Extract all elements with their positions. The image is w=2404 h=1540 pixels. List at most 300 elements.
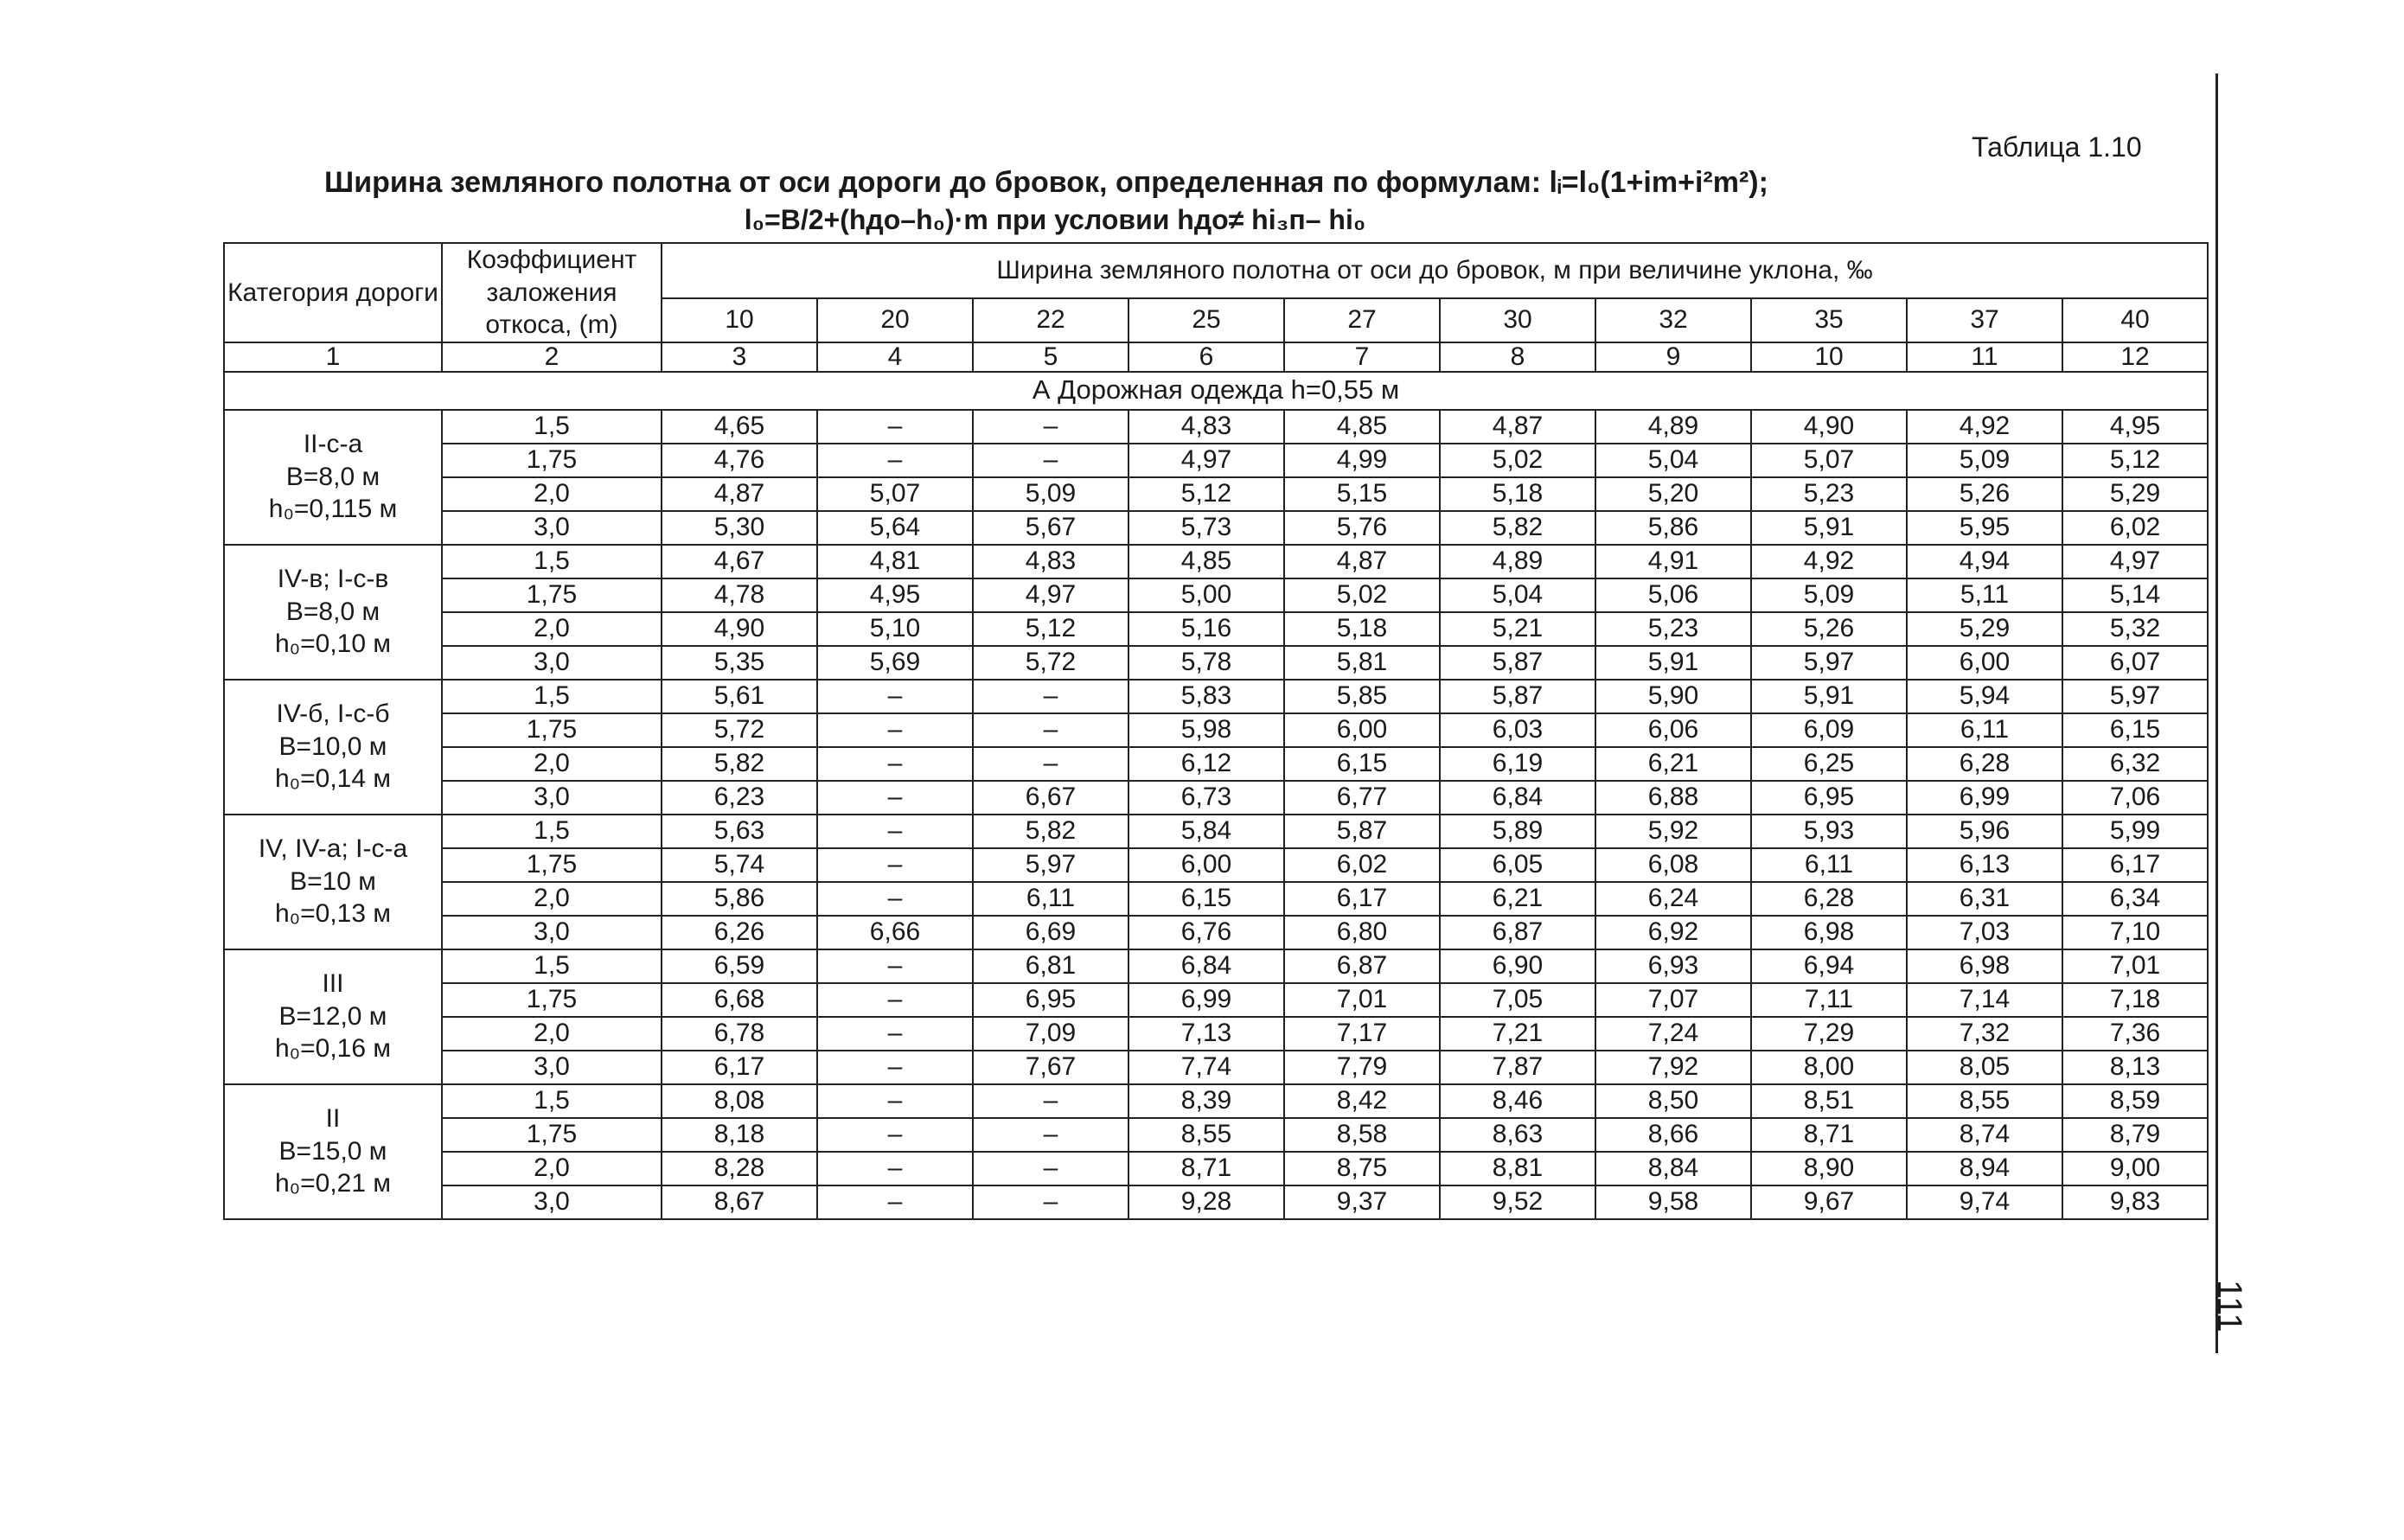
value-cell: 6,32	[2062, 747, 2208, 781]
header-slope: 10	[662, 298, 817, 342]
value-cell: 5,20	[1595, 477, 1751, 511]
category-cell	[224, 949, 442, 1084]
value-cell: 5,29	[1907, 612, 2062, 646]
table-row	[224, 747, 2208, 781]
value-cell: 6,06	[1595, 713, 1751, 747]
value-cell: –	[817, 1017, 973, 1051]
value-cell: 8,94	[1907, 1152, 2062, 1185]
value-cell: 7,07	[1595, 983, 1751, 1017]
value-cell: –	[973, 1084, 1128, 1118]
value-cell: –	[817, 848, 973, 882]
value-cell: 5,12	[2062, 444, 2208, 477]
value-cell: 7,79	[1284, 1051, 1440, 1084]
value-cell: 8,71	[1751, 1118, 1907, 1152]
column-number: 10	[1751, 342, 1907, 372]
page-number: 111	[2210, 1280, 2248, 1332]
value-cell: 5,09	[1751, 578, 1907, 612]
category-line: h₀=0,14 м	[274, 764, 391, 794]
value-cell: 6,31	[1907, 882, 2062, 916]
value-cell: 5,12	[973, 612, 1128, 646]
value-cell: 5,21	[1440, 612, 1595, 646]
value-cell: 4,90	[662, 612, 817, 646]
category-line: h₀=0,13 м	[274, 899, 391, 929]
value-cell: –	[973, 747, 1128, 781]
value-cell: –	[817, 949, 973, 983]
value-cell: 4,87	[662, 477, 817, 511]
value-cell: 7,09	[973, 1017, 1128, 1051]
value-cell: 8,90	[1751, 1152, 1907, 1185]
value-cell: 6,34	[2062, 882, 2208, 916]
coefficient-cell: 1,5	[442, 949, 662, 983]
category-cell	[224, 680, 442, 815]
value-cell: 5,12	[1128, 477, 1284, 511]
value-cell: 5,78	[1128, 646, 1284, 680]
table-row	[224, 815, 2208, 848]
value-cell: 6,02	[1284, 848, 1440, 882]
value-cell: 4,78	[662, 578, 817, 612]
coefficient-cell: 3,0	[442, 511, 662, 545]
value-cell: 8,71	[1128, 1152, 1284, 1185]
value-cell: 8,00	[1751, 1051, 1907, 1084]
value-cell: 8,39	[1128, 1084, 1284, 1118]
value-cell: 4,90	[1751, 410, 1907, 444]
value-cell: 9,74	[1907, 1185, 2062, 1219]
value-cell: 6,00	[1284, 713, 1440, 747]
value-cell: 6,17	[662, 1051, 817, 1084]
value-cell: 6,28	[1751, 882, 1907, 916]
value-cell: 7,21	[1440, 1017, 1595, 1051]
coefficient-cell: 2,0	[442, 747, 662, 781]
table-row	[224, 477, 2208, 511]
header-width-title: Ширина земляного полотна от оси до бровок, м при величине уклона, ‰	[662, 243, 2208, 298]
value-cell: –	[973, 1185, 1128, 1219]
value-cell: 6,11	[973, 882, 1128, 916]
value-cell: 6,17	[2062, 848, 2208, 882]
coefficient-cell: 1,75	[442, 713, 662, 747]
value-cell: 5,72	[662, 713, 817, 747]
column-number: 3	[662, 342, 817, 372]
value-cell: –	[817, 983, 973, 1017]
table-row	[224, 680, 2208, 713]
value-cell: 7,32	[1907, 1017, 2062, 1051]
value-cell: –	[973, 1118, 1128, 1152]
value-cell: –	[817, 1152, 973, 1185]
value-cell: 4,87	[1284, 545, 1440, 578]
value-cell: 5,07	[817, 477, 973, 511]
value-cell: 4,76	[662, 444, 817, 477]
value-cell: 5,90	[1595, 680, 1751, 713]
value-cell: 9,52	[1440, 1185, 1595, 1219]
value-cell: 8,18	[662, 1118, 817, 1152]
table-row	[224, 545, 2208, 578]
value-cell: 5,74	[662, 848, 817, 882]
value-cell: 7,24	[1595, 1017, 1751, 1051]
value-cell: 4,89	[1595, 410, 1751, 444]
value-cell: 6,66	[817, 916, 973, 949]
value-cell: 5,81	[1284, 646, 1440, 680]
category-line: IV-б, I-с-б	[276, 700, 390, 729]
value-cell: 4,91	[1595, 545, 1751, 578]
table-row	[224, 713, 2208, 747]
value-cell: 5,97	[2062, 680, 2208, 713]
value-cell: 5,26	[1751, 612, 1907, 646]
coefficient-cell: 3,0	[442, 916, 662, 949]
value-cell: 5,04	[1595, 444, 1751, 477]
value-cell: 6,59	[662, 949, 817, 983]
value-cell: 5,23	[1595, 612, 1751, 646]
value-cell: 5,02	[1284, 578, 1440, 612]
value-cell: 5,92	[1595, 815, 1751, 848]
table-row	[224, 781, 2208, 815]
value-cell: 7,36	[2062, 1017, 2208, 1051]
value-cell: –	[973, 444, 1128, 477]
header-category: Категория дороги	[224, 243, 442, 342]
category-line: B=8,0 м	[285, 597, 380, 626]
value-cell: 5,83	[1128, 680, 1284, 713]
value-cell: 8,55	[1907, 1084, 2062, 1118]
value-cell: 7,87	[1440, 1051, 1595, 1084]
value-cell: 6,02	[2062, 511, 2208, 545]
value-cell: 6,21	[1440, 882, 1595, 916]
value-cell: 5,91	[1595, 646, 1751, 680]
value-cell: 5,30	[662, 511, 817, 545]
table-row	[224, 646, 2208, 680]
value-cell: 4,97	[1128, 444, 1284, 477]
coefficient-cell: 2,0	[442, 1152, 662, 1185]
value-cell: 8,13	[2062, 1051, 2208, 1084]
value-cell: 8,84	[1595, 1152, 1751, 1185]
value-cell: 4,83	[973, 545, 1128, 578]
value-cell: 5,09	[1907, 444, 2062, 477]
header-slope: 30	[1440, 298, 1595, 342]
table-row	[224, 578, 2208, 612]
coefficient-cell: 1,5	[442, 680, 662, 713]
value-cell: 5,32	[2062, 612, 2208, 646]
margin-rule	[2215, 73, 2218, 1353]
value-cell: 6,98	[1751, 916, 1907, 949]
value-cell: 6,78	[662, 1017, 817, 1051]
value-cell: 5,07	[1751, 444, 1907, 477]
table-row	[224, 511, 2208, 545]
value-cell: 5,98	[1128, 713, 1284, 747]
value-cell: 5,09	[973, 477, 1128, 511]
value-cell: 5,94	[1907, 680, 2062, 713]
value-cell: –	[817, 882, 973, 916]
value-cell: 8,81	[1440, 1152, 1595, 1185]
header-slope: 32	[1595, 298, 1751, 342]
column-number: 12	[2062, 342, 2208, 372]
value-cell: 8,55	[1128, 1118, 1284, 1152]
value-cell: 8,46	[1440, 1084, 1595, 1118]
category-line: II	[325, 1104, 341, 1134]
header-slope: 37	[1907, 298, 2062, 342]
value-cell: 5,89	[1440, 815, 1595, 848]
value-cell: 6,88	[1595, 781, 1751, 815]
column-number: 9	[1595, 342, 1751, 372]
table-row	[224, 1118, 2208, 1152]
table-label: Таблица 1.10	[1972, 131, 2142, 163]
category-cell	[224, 545, 442, 680]
value-cell: 5,82	[662, 747, 817, 781]
category-cell	[224, 1084, 442, 1219]
value-cell: 9,67	[1751, 1185, 1907, 1219]
category-cell	[224, 815, 442, 949]
value-cell: 7,03	[1907, 916, 2062, 949]
value-cell: 5,61	[662, 680, 817, 713]
value-cell: 5,63	[662, 815, 817, 848]
value-cell: 5,96	[1907, 815, 2062, 848]
value-cell: 5,00	[1128, 578, 1284, 612]
coefficient-cell: 3,0	[442, 1051, 662, 1084]
header-slope: 25	[1128, 298, 1284, 342]
value-cell: 5,97	[973, 848, 1128, 882]
value-cell: 5,87	[1440, 646, 1595, 680]
table-row	[224, 1051, 2208, 1084]
value-cell: 5,95	[1907, 511, 2062, 545]
value-cell: 5,91	[1751, 511, 1907, 545]
coefficient-cell: 1,5	[442, 815, 662, 848]
value-cell: 6,17	[1284, 882, 1440, 916]
value-cell: 4,97	[973, 578, 1128, 612]
table-row	[224, 612, 2208, 646]
value-cell: 5,84	[1128, 815, 1284, 848]
value-cell: 4,85	[1284, 410, 1440, 444]
value-cell: 4,95	[817, 578, 973, 612]
value-cell: 6,03	[1440, 713, 1595, 747]
value-cell: –	[817, 444, 973, 477]
value-cell: 6,08	[1595, 848, 1751, 882]
value-cell: 8,51	[1751, 1084, 1907, 1118]
coefficient-cell: 1,75	[442, 983, 662, 1017]
value-cell: 6,87	[1284, 949, 1440, 983]
value-cell: 6,73	[1128, 781, 1284, 815]
value-cell: 7,01	[1284, 983, 1440, 1017]
value-cell: 5,73	[1128, 511, 1284, 545]
value-cell: 7,06	[2062, 781, 2208, 815]
value-cell: 5,82	[1440, 511, 1595, 545]
value-cell: 8,66	[1595, 1118, 1751, 1152]
coefficient-cell: 1,5	[442, 1084, 662, 1118]
value-cell: 5,86	[1595, 511, 1751, 545]
column-number: 11	[1907, 342, 2062, 372]
header-slope: 22	[973, 298, 1128, 342]
coefficient-cell: 1,75	[442, 848, 662, 882]
value-cell: 6,92	[1595, 916, 1751, 949]
value-cell: 6,19	[1440, 747, 1595, 781]
value-cell: –	[817, 680, 973, 713]
value-cell: 6,07	[2062, 646, 2208, 680]
category-line: B=10,0 м	[278, 732, 387, 761]
value-cell: 6,00	[1128, 848, 1284, 882]
value-cell: 5,04	[1440, 578, 1595, 612]
value-cell: 6,69	[973, 916, 1128, 949]
column-number: 1	[224, 342, 442, 372]
value-cell: 6,93	[1595, 949, 1751, 983]
category-line: IV-в; I-с-в	[277, 565, 389, 594]
value-cell: –	[817, 747, 973, 781]
section-title: А Дорожная одежда h=0,55 м	[224, 372, 2208, 410]
value-cell: 5,87	[1440, 680, 1595, 713]
column-number: 8	[1440, 342, 1595, 372]
value-cell: 9,37	[1284, 1185, 1440, 1219]
value-cell: 7,05	[1440, 983, 1595, 1017]
value-cell: 7,17	[1284, 1017, 1440, 1051]
coefficient-cell: 2,0	[442, 1017, 662, 1051]
value-cell: 5,85	[1284, 680, 1440, 713]
value-cell: 4,87	[1440, 410, 1595, 444]
coefficient-cell: 2,0	[442, 477, 662, 511]
value-cell: 4,85	[1128, 545, 1284, 578]
value-cell: 8,75	[1284, 1152, 1440, 1185]
value-cell: –	[973, 410, 1128, 444]
value-cell: 6,99	[1128, 983, 1284, 1017]
category-line: B=15,0 м	[278, 1136, 387, 1166]
value-cell: 5,69	[817, 646, 973, 680]
value-cell: 6,28	[1907, 747, 2062, 781]
value-cell: 4,92	[1907, 410, 2062, 444]
value-cell: 8,79	[2062, 1118, 2208, 1152]
header-slope: 20	[817, 298, 973, 342]
table-row	[224, 983, 2208, 1017]
category-line: III	[322, 969, 344, 999]
value-cell: 6,77	[1284, 781, 1440, 815]
value-cell: 5,23	[1751, 477, 1907, 511]
coefficient-cell: 2,0	[442, 612, 662, 646]
value-cell: 4,94	[1907, 545, 2062, 578]
header-slope: 35	[1751, 298, 1907, 342]
value-cell: –	[817, 713, 973, 747]
value-cell: 6,21	[1595, 747, 1751, 781]
value-cell: 6,05	[1440, 848, 1595, 882]
column-number: 5	[973, 342, 1128, 372]
value-cell: 5,11	[1907, 578, 2062, 612]
coefficient-cell: 3,0	[442, 646, 662, 680]
value-cell: 4,83	[1128, 410, 1284, 444]
table-row	[224, 410, 2208, 444]
value-cell: 6,00	[1907, 646, 2062, 680]
category-line: h₀=0,21 м	[274, 1169, 391, 1198]
value-cell: 5,99	[2062, 815, 2208, 848]
table-row	[224, 1185, 2208, 1219]
value-cell: 6,15	[1128, 882, 1284, 916]
value-cell: 6,84	[1440, 781, 1595, 815]
value-cell: 5,72	[973, 646, 1128, 680]
value-cell: 6,68	[662, 983, 817, 1017]
value-cell: 4,81	[817, 545, 973, 578]
value-cell: 7,18	[2062, 983, 2208, 1017]
table-title: Ширина земляного полотна от оси дороги до бровок, определенная по формулам: lᵢ=l₀(1+im+i²m²);	[324, 166, 1768, 199]
value-cell: 9,83	[2062, 1185, 2208, 1219]
value-cell: 6,26	[662, 916, 817, 949]
value-cell: 9,00	[2062, 1152, 2208, 1185]
table-row	[224, 1152, 2208, 1185]
table-row	[224, 949, 2208, 983]
value-cell: –	[973, 713, 1128, 747]
table-row	[224, 1084, 2208, 1118]
column-number: 4	[817, 342, 973, 372]
value-cell: 5,76	[1284, 511, 1440, 545]
value-cell: 8,63	[1440, 1118, 1595, 1152]
value-cell: 5,15	[1284, 477, 1440, 511]
data-table	[223, 242, 2209, 1220]
coefficient-cell: 3,0	[442, 781, 662, 815]
value-cell: 4,89	[1440, 545, 1595, 578]
value-cell: 5,67	[973, 511, 1128, 545]
value-cell: 5,97	[1751, 646, 1907, 680]
value-cell: 5,14	[2062, 578, 2208, 612]
value-cell: 7,67	[973, 1051, 1128, 1084]
value-cell: 6,98	[1907, 949, 2062, 983]
value-cell: 8,42	[1284, 1084, 1440, 1118]
value-cell: 6,80	[1284, 916, 1440, 949]
category-line: IV, IV-а; I-с-а	[258, 834, 408, 864]
value-cell: 4,97	[2062, 545, 2208, 578]
value-cell: 7,74	[1128, 1051, 1284, 1084]
coefficient-cell: 1,75	[442, 1118, 662, 1152]
value-cell: 5,16	[1128, 612, 1284, 646]
value-cell: 5,10	[817, 612, 973, 646]
value-cell: 7,13	[1128, 1017, 1284, 1051]
value-cell: –	[973, 680, 1128, 713]
value-cell: 6,87	[1440, 916, 1595, 949]
value-cell: 6,67	[973, 781, 1128, 815]
value-cell: 6,90	[1440, 949, 1595, 983]
value-cell: 6,94	[1751, 949, 1907, 983]
value-cell: 8,59	[2062, 1084, 2208, 1118]
value-cell: 6,15	[2062, 713, 2208, 747]
value-cell: 6,09	[1751, 713, 1907, 747]
value-cell: 5,91	[1751, 680, 1907, 713]
value-cell: 8,05	[1907, 1051, 2062, 1084]
coefficient-cell: 1,5	[442, 545, 662, 578]
value-cell: 6,95	[1751, 781, 1907, 815]
category-line: h₀=0,10 м	[274, 629, 391, 659]
coefficient-cell: 2,0	[442, 882, 662, 916]
value-cell: 5,06	[1595, 578, 1751, 612]
value-cell: 5,35	[662, 646, 817, 680]
value-cell: –	[817, 1051, 973, 1084]
header-slope: 27	[1284, 298, 1440, 342]
value-cell: 4,99	[1284, 444, 1440, 477]
category-line: B=10 м	[290, 866, 376, 896]
value-cell: 5,18	[1440, 477, 1595, 511]
value-cell: 5,02	[1440, 444, 1595, 477]
value-cell: 8,74	[1907, 1118, 2062, 1152]
value-cell: 6,13	[1907, 848, 2062, 882]
value-cell: 6,81	[973, 949, 1128, 983]
value-cell: 6,99	[1907, 781, 2062, 815]
value-cell: –	[817, 815, 973, 848]
value-cell: –	[817, 1185, 973, 1219]
table-row	[224, 848, 2208, 882]
value-cell: 5,64	[817, 511, 973, 545]
table-row	[224, 1017, 2208, 1051]
value-cell: 6,15	[1284, 747, 1440, 781]
coefficient-cell: 1,75	[442, 578, 662, 612]
value-cell: 4,65	[662, 410, 817, 444]
value-cell: –	[973, 1152, 1128, 1185]
category-line: II-с-а	[303, 430, 363, 459]
category-cell	[224, 410, 442, 545]
category-line: B=12,0 м	[278, 1001, 387, 1031]
column-number: 2	[442, 342, 662, 372]
value-cell: 6,11	[1751, 848, 1907, 882]
value-cell: 5,93	[1751, 815, 1907, 848]
value-cell: 5,87	[1284, 815, 1440, 848]
coefficient-cell: 1,5	[442, 410, 662, 444]
value-cell: 7,29	[1751, 1017, 1907, 1051]
value-cell: 4,92	[1751, 545, 1907, 578]
